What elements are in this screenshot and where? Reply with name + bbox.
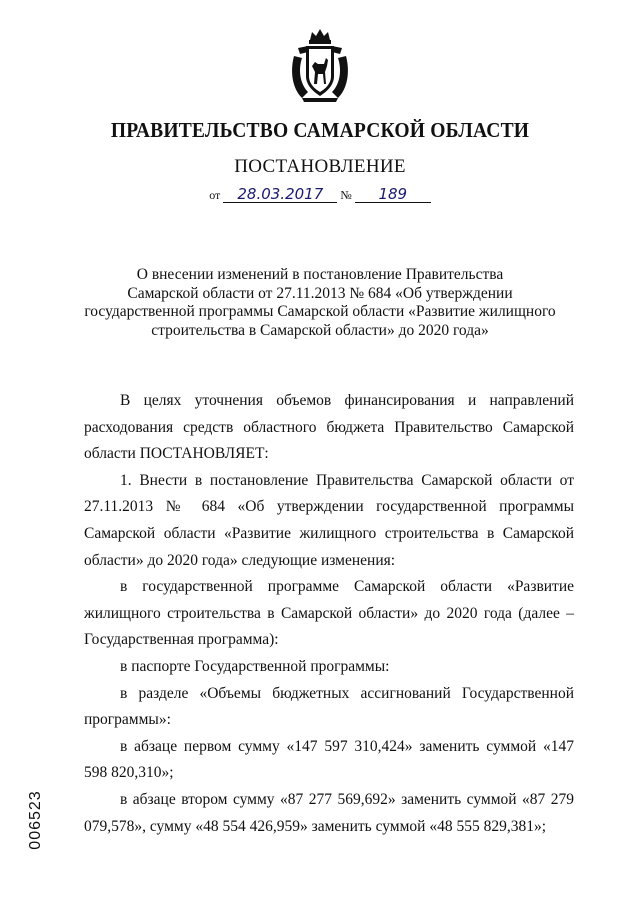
subject-line: государственной программы Самарской области «Развитие жилищного xyxy=(84,303,556,320)
subject-line: О внесении изменений в постановление Правительства xyxy=(136,266,504,283)
body-paragraph: в разделе «Объемы бюджетных ассигнований Государственной программы»: xyxy=(84,684,574,729)
subject-line: строительства в Самарской области» до 2020 года» xyxy=(151,321,489,339)
body-paragraph: в государственной программе Самарской области «Развитие жилищного строительства в Самарской области» до 2020 года (далее – Государственная программа): xyxy=(84,578,574,649)
handwritten-date: 28.03.2017 xyxy=(223,186,337,203)
decree-body xyxy=(84,388,574,840)
coat-of-arms-icon xyxy=(288,26,352,104)
body-paragraph: В целях уточнения объемов финансирования и направлений расходования средств областного бюджета Правительство Самарской области ПОСТАНОВЛЯЕТ: xyxy=(84,392,574,463)
date-number-line xyxy=(0,186,640,203)
body-paragraph: в паспорте Государственной программы: xyxy=(120,657,390,675)
handwritten-number: 189 xyxy=(355,186,431,203)
decree-subject xyxy=(70,266,570,340)
subject-line: Самарской области от 27.11.2013 № 684 «Об утверждении xyxy=(127,284,513,302)
serial-number xyxy=(22,770,50,870)
body-paragraph: в абзаце первом сумму «147 597 310,424» заменить суммой «147 598 820,310»; xyxy=(84,737,574,782)
date-prefix: от xyxy=(209,188,221,202)
government-title: ПРАВИТЕЛЬСТВО САМАРСКОЙ ОБЛАСТИ xyxy=(110,118,530,142)
serial-number-text: 006523 xyxy=(27,790,44,850)
body-paragraph: в абзаце втором сумму «87 277 569,692» заменить суммой «87 279 079,578», сумму «48 554 426,959» заменить суммой «48 555 829,381»; xyxy=(84,790,574,835)
body-paragraph: 1. Внести в постановление Правительства Самарской области от 27.11.2013 № 684 «Об утверждении государственной программы Самарской области «Развитие жилищного строительства в Самарской области» до 2020 года» следующие изменения: xyxy=(84,471,574,569)
number-prefix: № xyxy=(340,188,352,202)
document-type: ПОСТАНОВЛЕНИЕ xyxy=(234,156,406,177)
